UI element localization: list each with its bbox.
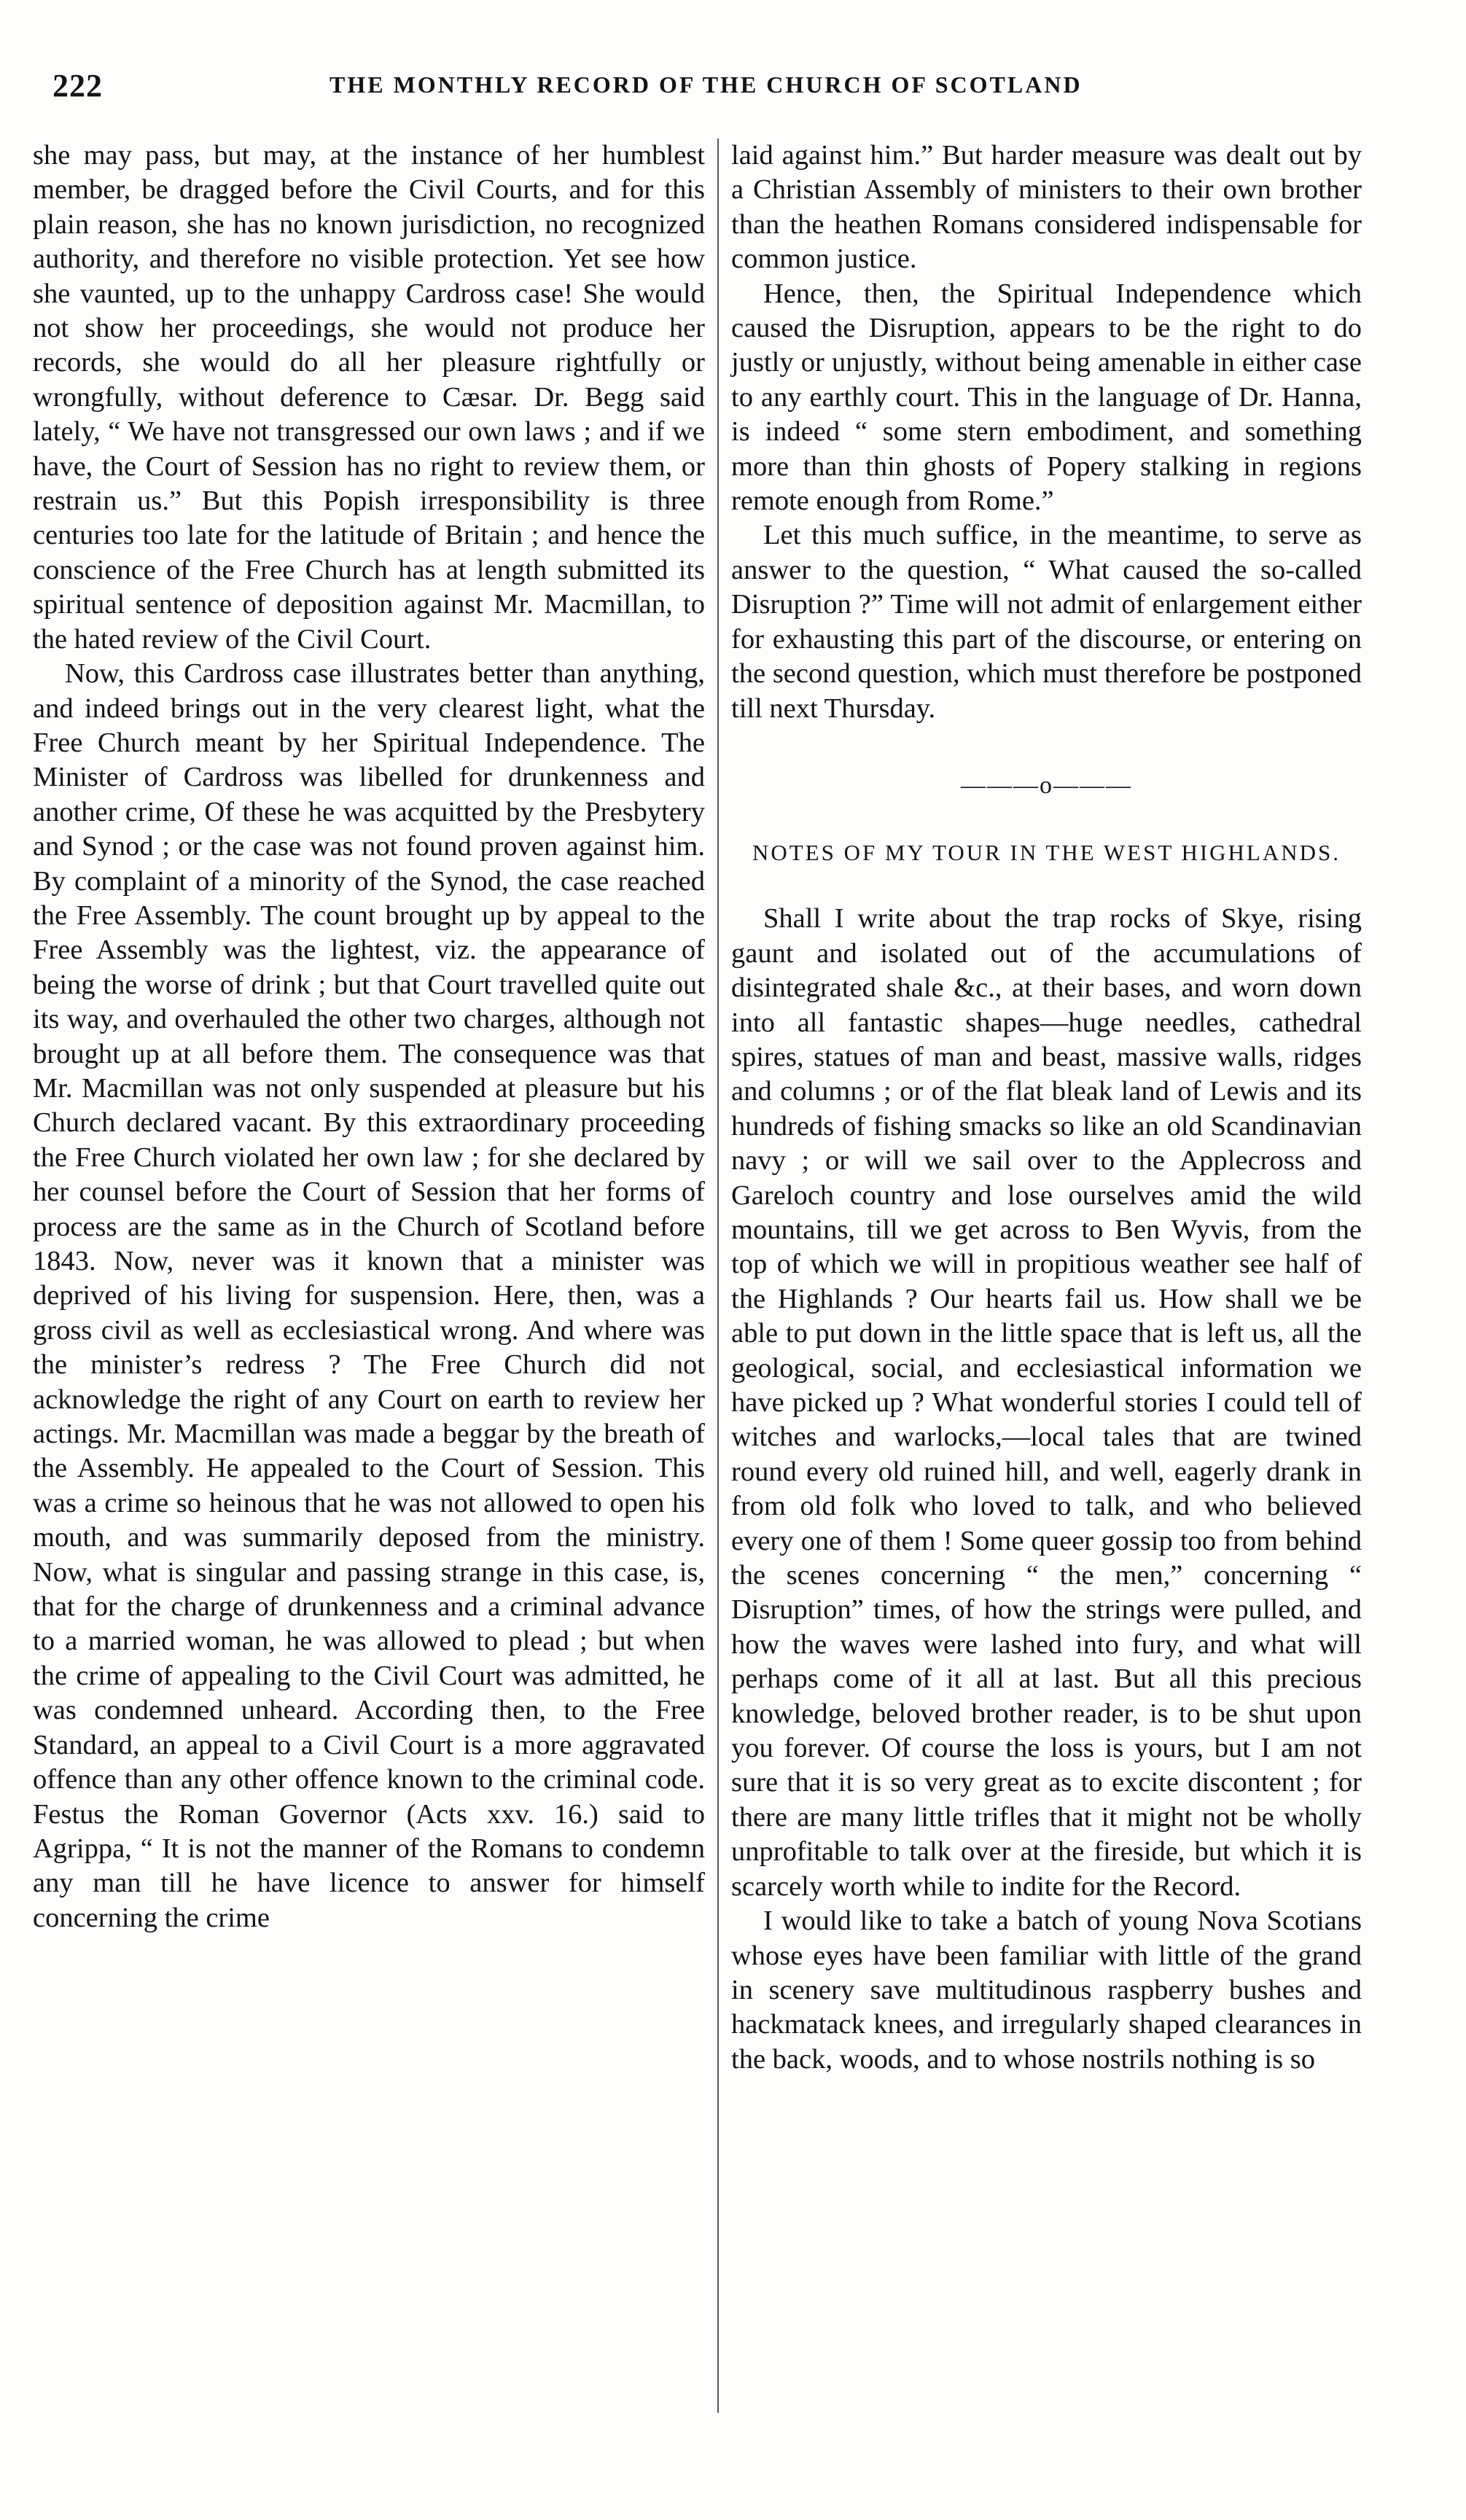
paragraph: she may pass, but may, at the instance of her humblest member, be dragged before the Civil Courts, and for this plain reason, she has no known jurisdiction, no recognized authority, and therefore no visible protection. Yet see how she vaunted, up to the unhappy Cardross case! She would not show her proceedings, she would not produce her records, she would do all her pleasure rightfully or wrongfully, without deference to Cæsar. Dr. Begg said lately, “ We have not transgressed our own laws ; and if we have, the Court of Session has no right to review them, or restrain us.” But this Popish irresponsibility is three centuries too late for the latitude of Britain ; and hence the conscience of the Free Church has at length submitted its spiritual sentence of deposition against Mr. Macmillan, to the hated review of the Civil Court. — [33, 140, 705, 655]
paragraph: Shall I write about the trap rocks of Skye, rising gaunt and isolated out of the accumulations of disintegrated shale &c., at their bases, and worn down into all fantastic shapes—huge needles, cathedral spires, statues of man and beast, massive walls, ridges and columns ; or of the flat bleak land of Lewis and its hundreds of fishing smacks so like an old Scandinavian navy ; or will we sail over to the Applecross and Gareloch country and lose ourselves amid the wild mountains, till we get across to Ben Wyvis, from the top of which we will in propitious weather see half of the Highlands ? Our hearts fail us. How shall we be able to put down in the little space that is left us, all the geological, social, and ecclesiastical information we have picked up ? What wonderful stories I could tell of witches and warlocks,—local tales that are twined round every old ruined hill, and well, eagerly drank in from old folk who loved to talk, and who believed every one of them ! Some queer gossip too from behind the scenes concerning “ the men,” concerning “ Disruption” times, of how the strings were pulled, and how the waves were lashed into fury, and what will perhaps come of it all at last. But all this precious knowledge, beloved brother reader, is to be shut upon you forever. Of course the loss is yours, but I am not sure that it is so very great as to excite discontent ; for there are many little trifles that it might not be wholly unprofitable to talk over at the fireside, but which it is scarcely worth while to indite for the Record. — [731, 903, 1362, 1902]
section-title: NOTES OF MY TOUR IN THE WEST HIGHLANDS. — [752, 840, 1341, 866]
paragraph: Hence, then, the Spiritual Independence which caused the Disruption, appears to be the right to do justly or unjustly, without being amenable in either case to any earthly court. This in the language of Dr. Hanna, is indeed “ some stern embodiment, and something more than thin ghosts of Popery stalking in regions remote enough from Rome.” — [731, 278, 1362, 517]
running-head: THE MONTHLY RECORD OF THE CHURCH OF SCOTLAND — [330, 71, 1083, 98]
column-divider — [717, 139, 719, 2413]
right-column — [731, 139, 1362, 2077]
left-column — [33, 139, 705, 1935]
paragraph: Let this much suffice, in the meantime, to serve as answer to the question, “ What caused the so-called Disruption ?” Time will not admit of enlargement either for exhausting this part of the discourse, or entering on the second question, which must therefore be postponed till next Thursday. — [731, 520, 1362, 724]
page-header — [38, 67, 1361, 111]
paragraph: Now, this Cardross case illustrates better than anything, and indeed brings out in the very clearest light, what the Free Church meant by her Spiritual Independence. The Minister of Cardross was libelled for drunkenness and another crime, Of these he was acquitted by the Presbytery and Synod ; or the case was not found proven against him. By complaint of a minority of the Synod, the case reached the Free Assembly. The count brought up by appeal to the Free Assembly was the lightest, viz. the appearance of being the worse of drink ; but that Court travelled quite out its way, and overhauled the other two charges, although not brought up at all before them. The consequence was that Mr. Macmillan was not only suspended at pleasure but his Church declared vacant. By this extraordinary proceeding the Free Church violated her own law ; for she declared by her counsel before the Court of Session that her forms of process are the same as in the Church of Scotland before 1843. Now, never was it known that a minister was deprived of his living for suspension. Here, then, was a gross civil as well as ecclesiastical wrong. And where was the minister’s redress ? The Free Church did not acknowledge the right of any Court on earth to review her actings. Mr. Macmillan was made a beggar by the breath of the Assembly. He appealed to the Court of Session. This was a crime so heinous that he was not allowed to open his mouth, and was summarily deposed from the ministry. Now, what is singular and passing strange in this case, is, that for the charge of drunkenness and a criminal advance to a married woman, he was allowed to plead ; but when the crime of appealing to the Civil Court was admitted, he was condemned unheard. According then, to the Free Standard, an appeal to a Civil Court is a more aggravated offence than any other offence known to the criminal code. Festus the Roman Governor (Acts xxv. 16.) said to Agrippa, “ It is not the manner of the Romans to condemn any man till he have licence to answer for himself concerning the crime — [33, 658, 705, 1933]
section-ornament: ———o——— — [961, 771, 1132, 799]
page-number: 222 — [52, 68, 103, 104]
paragraph: I would like to take a batch of young Nova Scotians whose eyes have been familiar with little of the grand in scenery save multitudinous raspberry bushes and hackmatack knees, and irregularly shaped clearances in the back, woods, and to whose nostrils nothing is so — [731, 1905, 1362, 2075]
paragraph: laid against him.” But harder measure was dealt out by a Christian Assembly of ministers to their own brother than the heathen Romans considered indispensable for common justice. — [731, 140, 1362, 275]
